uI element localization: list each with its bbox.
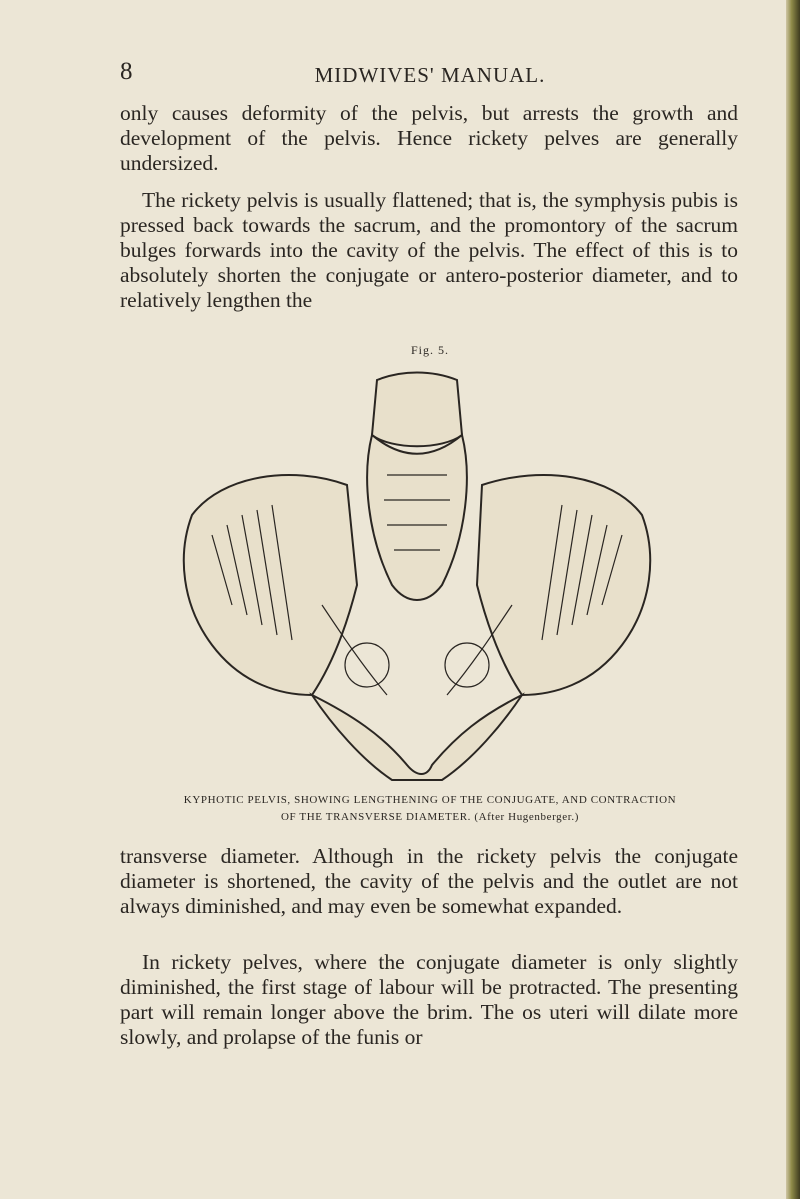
page-edge-shadow bbox=[786, 0, 800, 1199]
lumbar-spine bbox=[372, 373, 462, 447]
left-iliac-wing bbox=[184, 475, 357, 695]
obturator-right bbox=[445, 643, 489, 687]
running-head: MIDWIVES' MANUAL. bbox=[314, 63, 546, 87]
figure-caption bbox=[120, 792, 740, 826]
paragraph-3: transverse diameter. Although in the rickety pelvis the conjugate diameter is shortened, the cavity of the pelvis and the outlet are not always diminished, and may even be somewhat expanded. bbox=[120, 844, 738, 918]
obturator-left bbox=[345, 643, 389, 687]
page-number: 8 bbox=[120, 58, 133, 85]
right-iliac-wing bbox=[477, 475, 650, 695]
sacrum bbox=[367, 435, 467, 600]
paragraph-1: only causes deformity of the pelvis, but arrests the growth and development of the pelvis. Hence rickety pelves are generally undersized. bbox=[120, 101, 738, 175]
paragraph-2: The rickety pelvis is usually flattened; that is, the symphysis pubis is pressed back towards the sacrum, and the promontory of the sacrum bulges forwards into the cavity of the pelvis. The effect of this is to absolutely shorten the conjugate or antero-posterior diameter, and to relatively lengthen the bbox=[120, 188, 738, 312]
pubic-arch bbox=[312, 695, 522, 780]
pelvis-illustration bbox=[172, 365, 662, 785]
caption-line-1: KYPHOTIC PELVIS, SHOWING LENGTHENING OF THE CONJUGATE, AND CONTRACTION bbox=[183, 794, 677, 806]
caption-line-2: OF THE TRANSVERSE DIAMETER. (After Hugenberger.) bbox=[281, 811, 579, 823]
paragraph-4: In rickety pelves, where the conjugate diameter is only slightly diminished, the first stage of labour will be protracted. The presenting part will remain longer above the brim. The os uteri will dilate more slowly, and prolapse of the funis or bbox=[120, 950, 738, 1049]
figure-label: Fig. 5. bbox=[410, 343, 449, 357]
